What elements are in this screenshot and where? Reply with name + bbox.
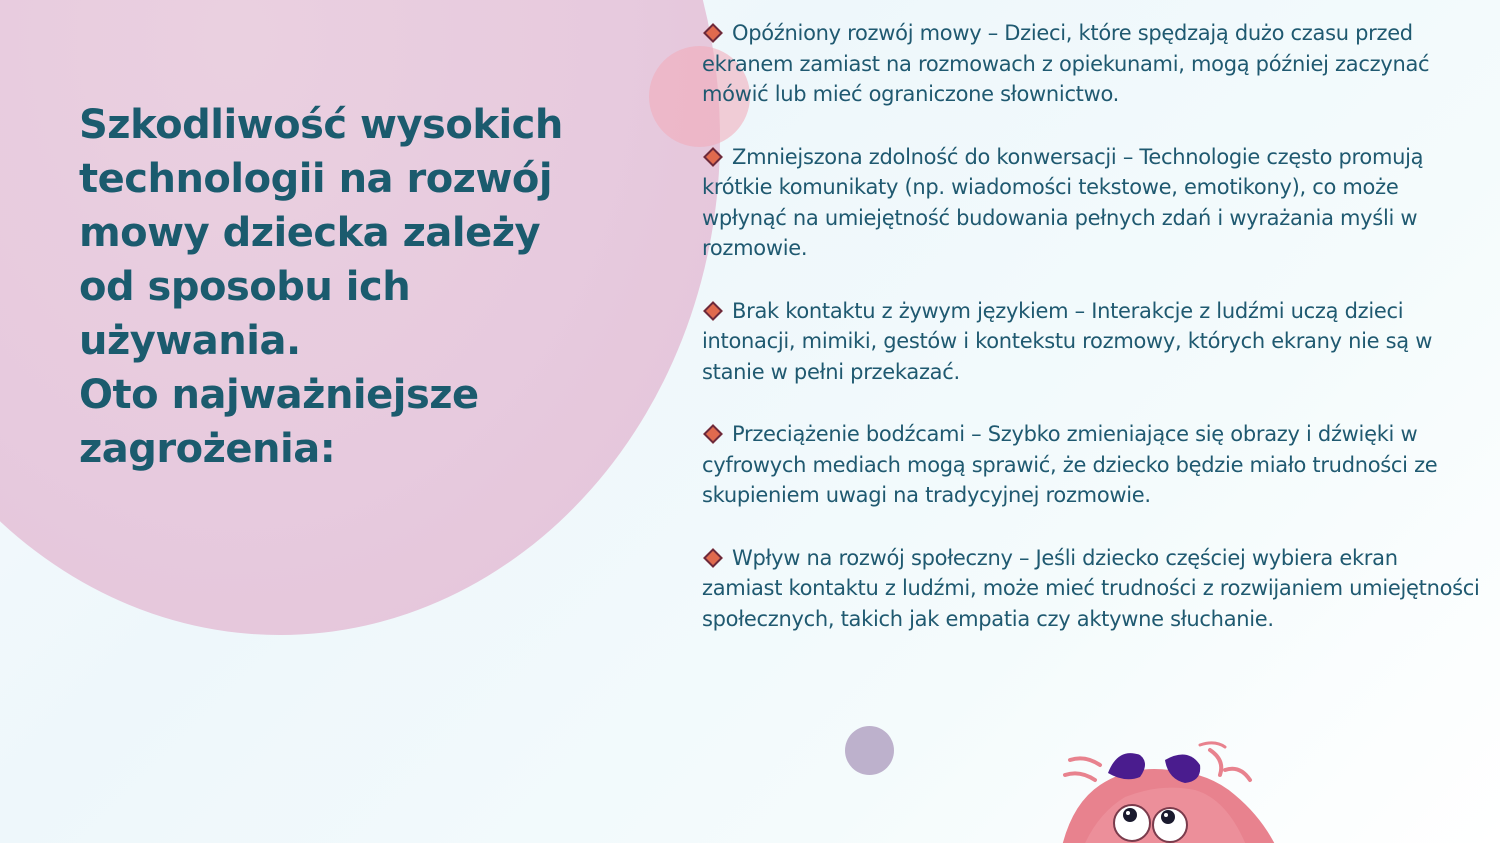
hazard-item-overstimulation bbox=[702, 419, 1482, 511]
hazard-text: Brak kontaktu z żywym językiem – Interakcje z ludźmi uczą dzieci intonacji, mimiki, gestów i kontekstu rozmowy, których ekrany nie są w stanie w pełni przekazać. bbox=[702, 298, 1433, 384]
hazard-item-conversation-skills bbox=[702, 142, 1482, 264]
monster-mascot-icon bbox=[1040, 735, 1300, 843]
diamond-icon bbox=[703, 548, 723, 568]
headline-line: Oto najważniejsze bbox=[79, 372, 479, 418]
headline-line: od sposobu ich bbox=[79, 264, 411, 310]
slide-headline bbox=[79, 98, 599, 476]
diamond-icon bbox=[703, 301, 723, 321]
decorative-lavender-dot bbox=[845, 726, 894, 775]
diamond-icon bbox=[703, 147, 723, 167]
headline-line: Szkodliwość wysokich bbox=[79, 102, 563, 148]
hazard-text: Wpływ na rozwój społeczny – Jeśli dziecko częściej wybiera ekran zamiast kontaktu z ludźmi, może mieć trudności z rozwijaniem umiejętności społecznych, takich jak empatia czy aktywne słuchanie. bbox=[702, 545, 1480, 631]
headline-line: mowy dziecka zależy bbox=[79, 210, 541, 256]
hazard-text: Zmniejszona zdolność do konwersacji – Technologie często promują krótkie komunikaty (np. wiadomości tekstowe, emotikony), co może wpłynąć na umiejętność budowania pełnych zdań i wyrażania myśli w rozmowie. bbox=[702, 144, 1424, 260]
diamond-icon bbox=[703, 23, 723, 43]
headline-line: używania. bbox=[79, 318, 301, 364]
diamond-icon bbox=[703, 424, 723, 444]
hazard-item-live-language bbox=[702, 296, 1482, 388]
hazard-text: Opóźniony rozwój mowy – Dzieci, które spędzają dużo czasu przed ekranem zamiast na rozmowach z opiekunami, mogą później zaczynać mówić lub mieć ograniczone słownictwo. bbox=[702, 21, 1430, 106]
hazard-text: Przeciążenie bodźcami – Szybko zmieniające się obrazy i dźwięki w cyfrowych mediach mogą sprawić, że dziecko będzie miało trudności ze skupieniem uwagi na tradycyjnej rozmowie. bbox=[702, 422, 1438, 507]
hazard-item-delayed-speech bbox=[702, 18, 1482, 110]
hazard-item-social-development bbox=[702, 543, 1482, 635]
hazards-list bbox=[702, 18, 1482, 666]
headline-line: zagrożenia: bbox=[79, 426, 336, 472]
headline-line: technologii na rozwój bbox=[79, 156, 553, 202]
